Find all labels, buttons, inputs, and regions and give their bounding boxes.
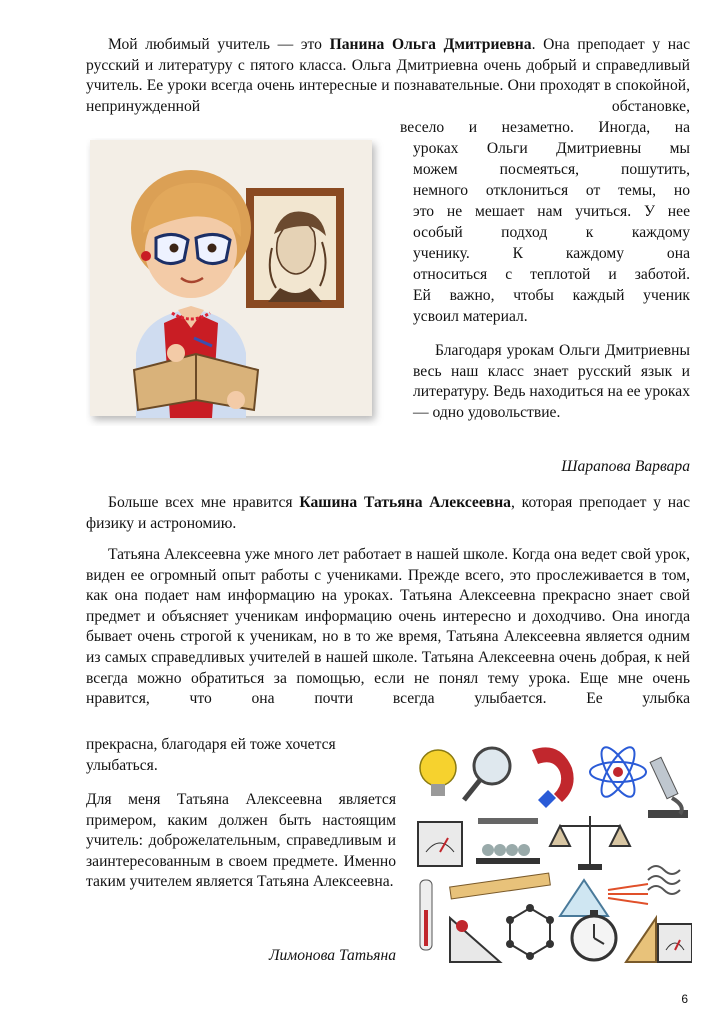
wrap-line: относиться с теплотой и заботой. bbox=[413, 266, 690, 283]
wrap-line: весело и незаметно. Иногда, на bbox=[400, 119, 690, 136]
wrap-line: особый подход к каждому bbox=[413, 224, 690, 241]
wrap-line: это не мешает нам учиться. У нее bbox=[413, 203, 690, 220]
wrap-line: усвоил материал. bbox=[413, 308, 528, 325]
wrap-line: Ей важно, чтобы каждый ученик bbox=[413, 287, 690, 304]
article2-paragraph: Татьяна Алексеевна уже много лет работает в нашей школе. Когда она ведет свой урок, виден ее огромный опыт работы с учениками. Прежде всего, это прослеживается в том, как она подает нам информацию на уроках. Татьяна Алексеевна прекрасно знает свой предмет и объясняет ученикам информацию очень интересно и доходчиво. Она иногда бывает очень строгой к ученикам, но в то же время, Татьяна Алексеевна является одним из самых справедливых учителей в нашей школе. Татьяна Алексеевна очень добрая, к ней всегда можно обратиться за помощью, если не понял тему урока. Еще мне очень нравится, что она почти всегда улыбается. Ее улыбка bbox=[86, 546, 690, 708]
wrap-line: ученику. К каждому она bbox=[413, 245, 690, 262]
teacher-illustration bbox=[86, 138, 386, 426]
intro-text-continued: , которая преподает у нас физику и астрономию. bbox=[86, 494, 690, 532]
article2-paragraph-tail: прекрасна, благодаря ей тоже хочется улыбаться. bbox=[86, 736, 336, 774]
physics-illustration bbox=[410, 740, 692, 966]
wrap-line: немного отклониться от темы, но bbox=[413, 182, 690, 199]
page-number: 6 bbox=[681, 992, 688, 1006]
signature: Лимонова Татьяна bbox=[268, 947, 396, 964]
intro-text-continued: . Она преподает у нас русский и литературу с пятого класса. Ольга Дмитриевна очень добрый и справедливый учитель. Ее уроки всегда очень интересные и познавательные. Они проходят в спокойной, непринужденной обстановке, bbox=[86, 36, 690, 115]
wrap-line: можем посмеяться, пошутить, bbox=[413, 161, 690, 178]
article1-paragraph2: Благодаря урокам Ольги Дмитриевны весь наш класс знает русский язык и литературу. Ведь находиться на ее уроках — одно удовольствие. bbox=[413, 342, 690, 421]
article2-intro bbox=[86, 493, 690, 534]
article1-intro bbox=[86, 35, 690, 117]
intro-text: Больше всех мне нравится bbox=[108, 494, 300, 511]
intro-text: Мой любимый учитель — это bbox=[108, 36, 330, 53]
teacher-name: Кашина Татьяна Алексеевна bbox=[299, 494, 511, 511]
teacher-name: Панина Ольга Дмитриевна bbox=[329, 36, 532, 53]
signature: Шарапова Варвара bbox=[561, 458, 690, 475]
article2-paragraph3: Для меня Татьяна Алексеевна является примером, каким должен быть настоящим учитель: доброжелательным, справедливым и заинтересованным в своем предмете. Именно таким учителем является Татьяна Алексеевна. bbox=[86, 791, 396, 891]
wrap-line: уроках Ольги Дмитриевны мы bbox=[413, 140, 690, 157]
